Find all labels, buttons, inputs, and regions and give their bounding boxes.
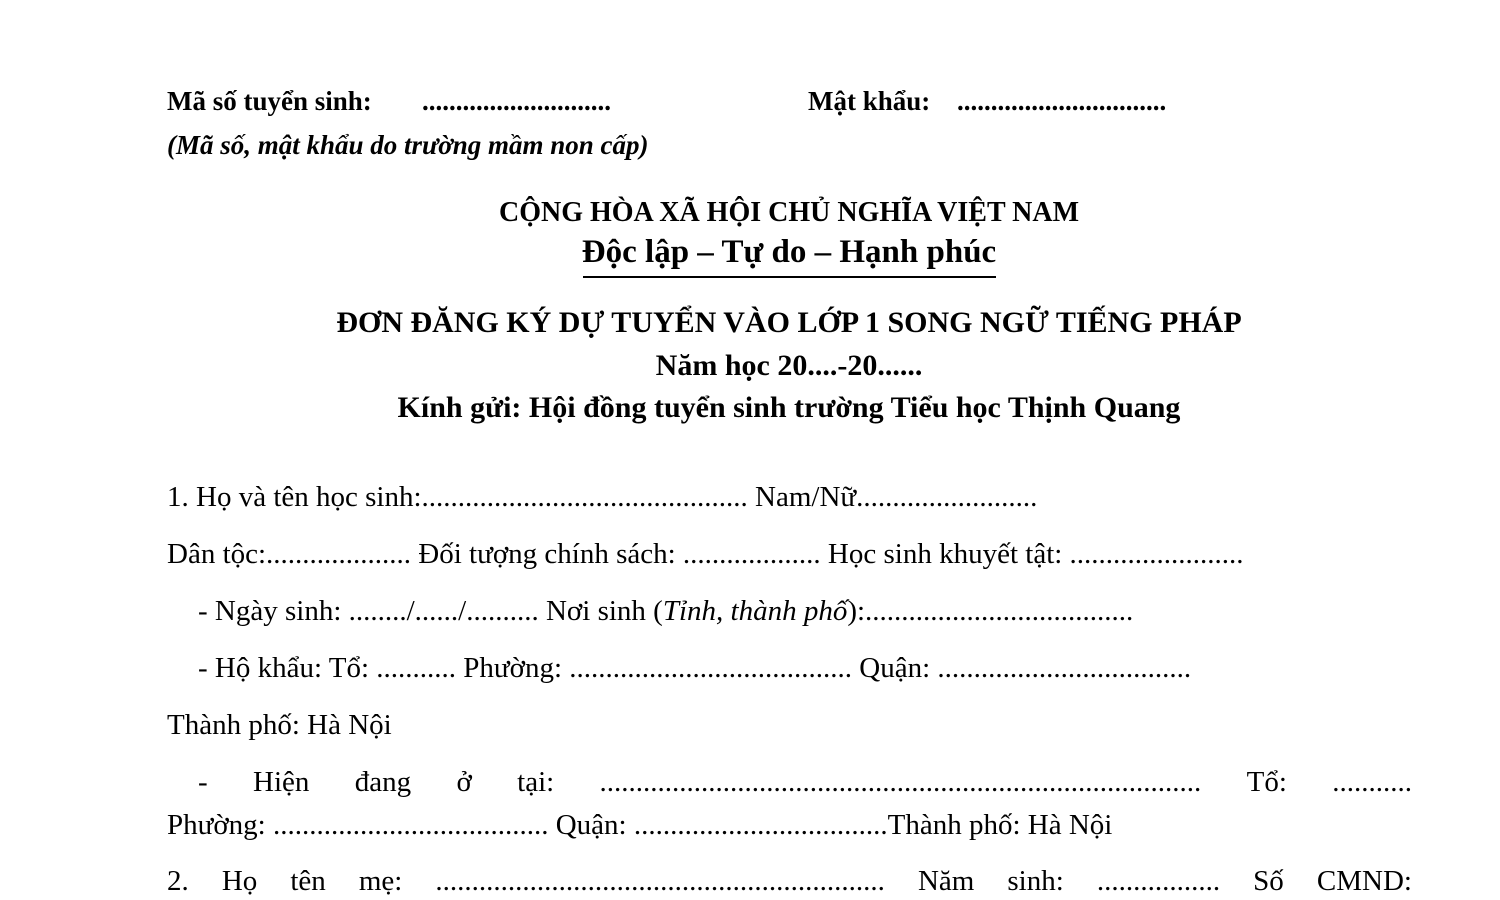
address-word: Hiện xyxy=(253,766,310,798)
registration-code-blank[interactable]: ............................ xyxy=(422,86,611,116)
student-name-line[interactable]: 1. Họ và tên học sinh:............................................. Nam/Nữ......................... xyxy=(167,481,1038,513)
mother-word: tên xyxy=(290,865,326,897)
form-title: ĐƠN ĐĂNG KÝ DỰ TUYỂN VÀO LỚP 1 SONG NGỮ TIẾNG PHÁP xyxy=(336,306,1242,339)
birth-place-hint: Tỉnh, thành phố xyxy=(662,595,848,627)
country-name: CỘNG HÒA XÃ HỘI CHỦ NGHĨA VIỆT NAM xyxy=(498,197,1080,228)
household-city-line: Thành phố: Hà Nội xyxy=(167,709,392,741)
national-motto: Độc lập – Tự do – Hạnh phúc xyxy=(581,234,997,270)
mother-word: sinh: xyxy=(1007,865,1064,897)
school-year: Năm học 20....-20...... xyxy=(655,349,923,382)
mother-word: mẹ: xyxy=(358,865,403,897)
mother-info-line[interactable] xyxy=(167,865,1412,898)
birth-line-start: - Ngày sinh: ......../....../.......... Nơi sinh ( xyxy=(198,595,663,627)
ethnicity-policy-line[interactable]: Dân tộc:.................... Đối tượng chính sách: ................... Học sinh khuyết tật: ........................ xyxy=(167,538,1244,570)
address-word: đang xyxy=(354,766,412,798)
password-label: Mật khẩu: xyxy=(808,86,931,116)
recipient: Kính gửi: Hội đồng tuyển sinh trường Tiểu học Thịnh Quang xyxy=(397,391,1181,424)
mother-word: Năm xyxy=(917,865,975,897)
code-note: (Mã số, mật khẩu do trường mầm non cấp) xyxy=(167,130,649,160)
address-word: Tổ: xyxy=(1246,766,1287,798)
mother-name-blank[interactable]: .............................................................. xyxy=(435,865,885,897)
address-word: - xyxy=(198,766,208,798)
mother-word: Số xyxy=(1253,865,1284,897)
birth-line[interactable] xyxy=(198,595,1133,628)
birth-line-end: ):..................................... xyxy=(847,595,1134,627)
group-blank[interactable]: ........... xyxy=(1332,766,1412,798)
mother-word: CMND: xyxy=(1316,865,1412,897)
password-blank[interactable]: ............................... xyxy=(957,86,1167,116)
current-address-line-2[interactable]: Phường: ...................................... Quận: ...................................Thành phố: Hà Nội xyxy=(167,809,1113,841)
household-line[interactable]: - Hộ khẩu: Tổ: ........... Phường: ....................................... Quận: ................................... xyxy=(198,652,1192,684)
address-word: tại: xyxy=(517,766,555,798)
mother-word: Họ xyxy=(221,865,258,897)
motto-underline xyxy=(583,276,996,278)
registration-code-label: Mã số tuyển sinh: xyxy=(167,86,372,116)
mother-word: 2. xyxy=(167,865,189,897)
address-word: ở xyxy=(456,766,472,798)
address-blank[interactable]: ................................................................................... xyxy=(599,766,1202,798)
current-address-line[interactable] xyxy=(198,766,1412,799)
birth-year-blank[interactable]: ................. xyxy=(1096,865,1221,897)
